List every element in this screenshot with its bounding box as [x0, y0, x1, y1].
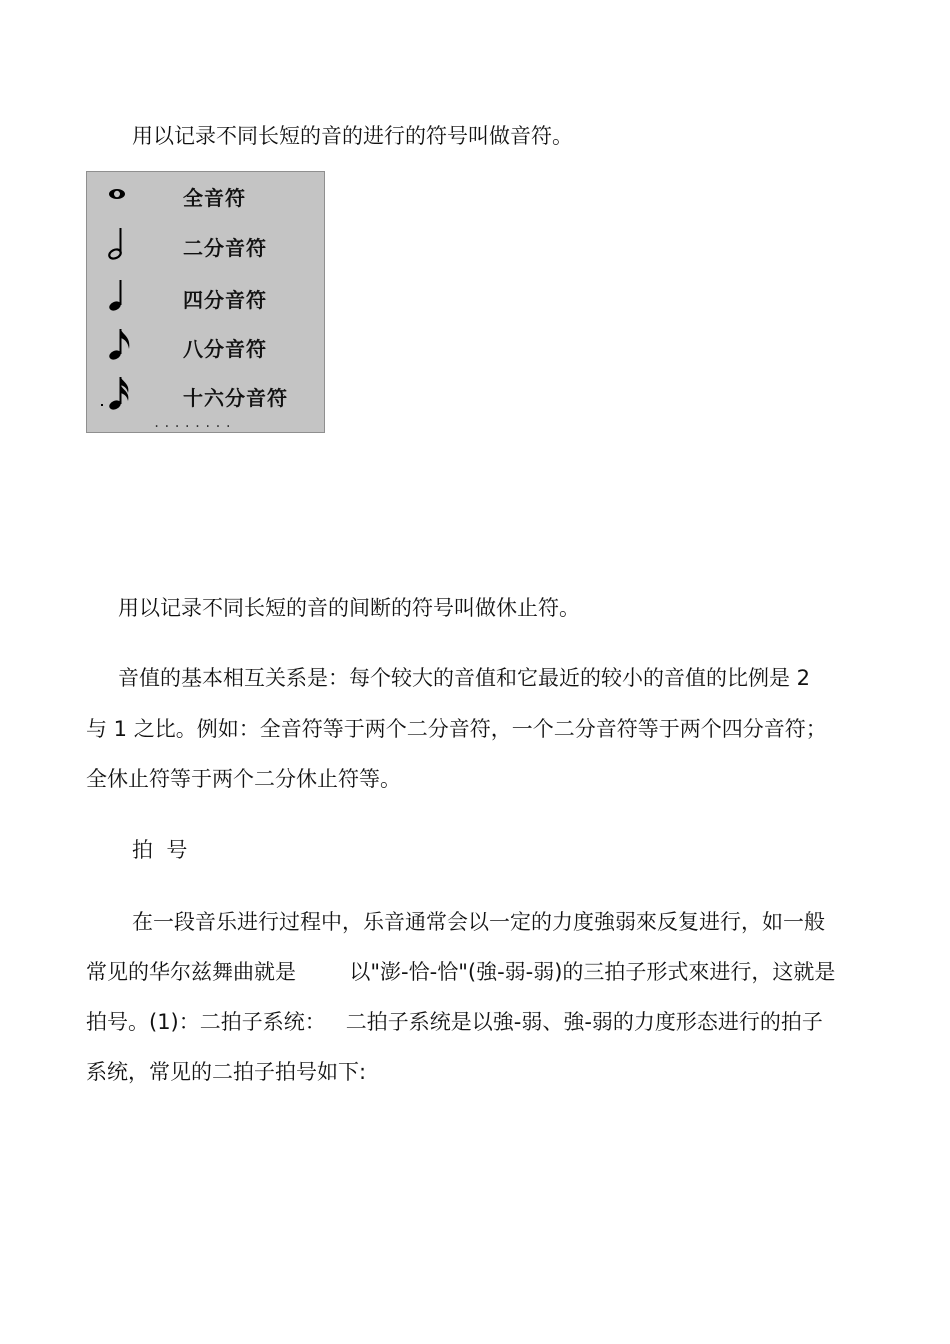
meter-line-4: 系统，常见的二拍子拍号如下: — [86, 1060, 367, 1084]
eighth-note-icon — [99, 325, 139, 365]
section-heading: 拍 号 — [132, 838, 188, 862]
relation-line-2: 与 1 之比。例如：全音符等于两个二分音符，一个二分音符等于两个四分音符； — [86, 717, 827, 741]
rest-intro-paragraph: 用以记录不同长短的音的间断的符号叫做休止符。 — [118, 596, 580, 620]
relation-line-1: 音值的基本相互关系是：每个较大的音值和它最近的较小的音值的比例是 2 — [118, 666, 811, 690]
meter-line-2: 常见的华尔兹舞曲就是 以"澎-恰-恰"(強-弱-弱)的三拍子形式來进行，这就是 — [86, 960, 836, 984]
note-label-quarter: 四分音符 — [183, 288, 267, 312]
note-label-whole: 全音符 — [183, 186, 246, 210]
note-row-whole — [87, 174, 324, 214]
intro-paragraph: 用以记录不同长短的音的进行的符号叫做音符。 — [132, 124, 573, 148]
note-row-quarter — [87, 276, 324, 316]
meter-line-1: 在一段音乐进行过程中，乐音通常会以一定的力度強弱來反复进行，如一般 — [132, 910, 825, 934]
note-label-eighth: 八分音符 — [183, 337, 267, 361]
relation-line-3: 全休止符等于两个二分休止符等。 — [86, 767, 401, 791]
meter-line-3: 拍号。(1)：二拍子系统： 二拍子系统是以強-弱、強-弱的力度形态进行的拍子 — [86, 1010, 823, 1034]
note-values-figure — [86, 171, 325, 433]
note-label-half: 二分音符 — [183, 236, 267, 260]
note-label-sixteenth: 十六分音符 — [183, 386, 288, 410]
whole-note-icon — [99, 174, 139, 214]
table-ellipsis: ........ — [153, 416, 235, 430]
sixteenth-note-icon — [99, 374, 139, 414]
note-row-sixteenth — [87, 374, 324, 414]
half-note-icon — [99, 224, 139, 264]
quarter-note-icon — [99, 276, 139, 316]
note-row-eighth — [87, 325, 324, 365]
note-row-half — [87, 224, 324, 264]
